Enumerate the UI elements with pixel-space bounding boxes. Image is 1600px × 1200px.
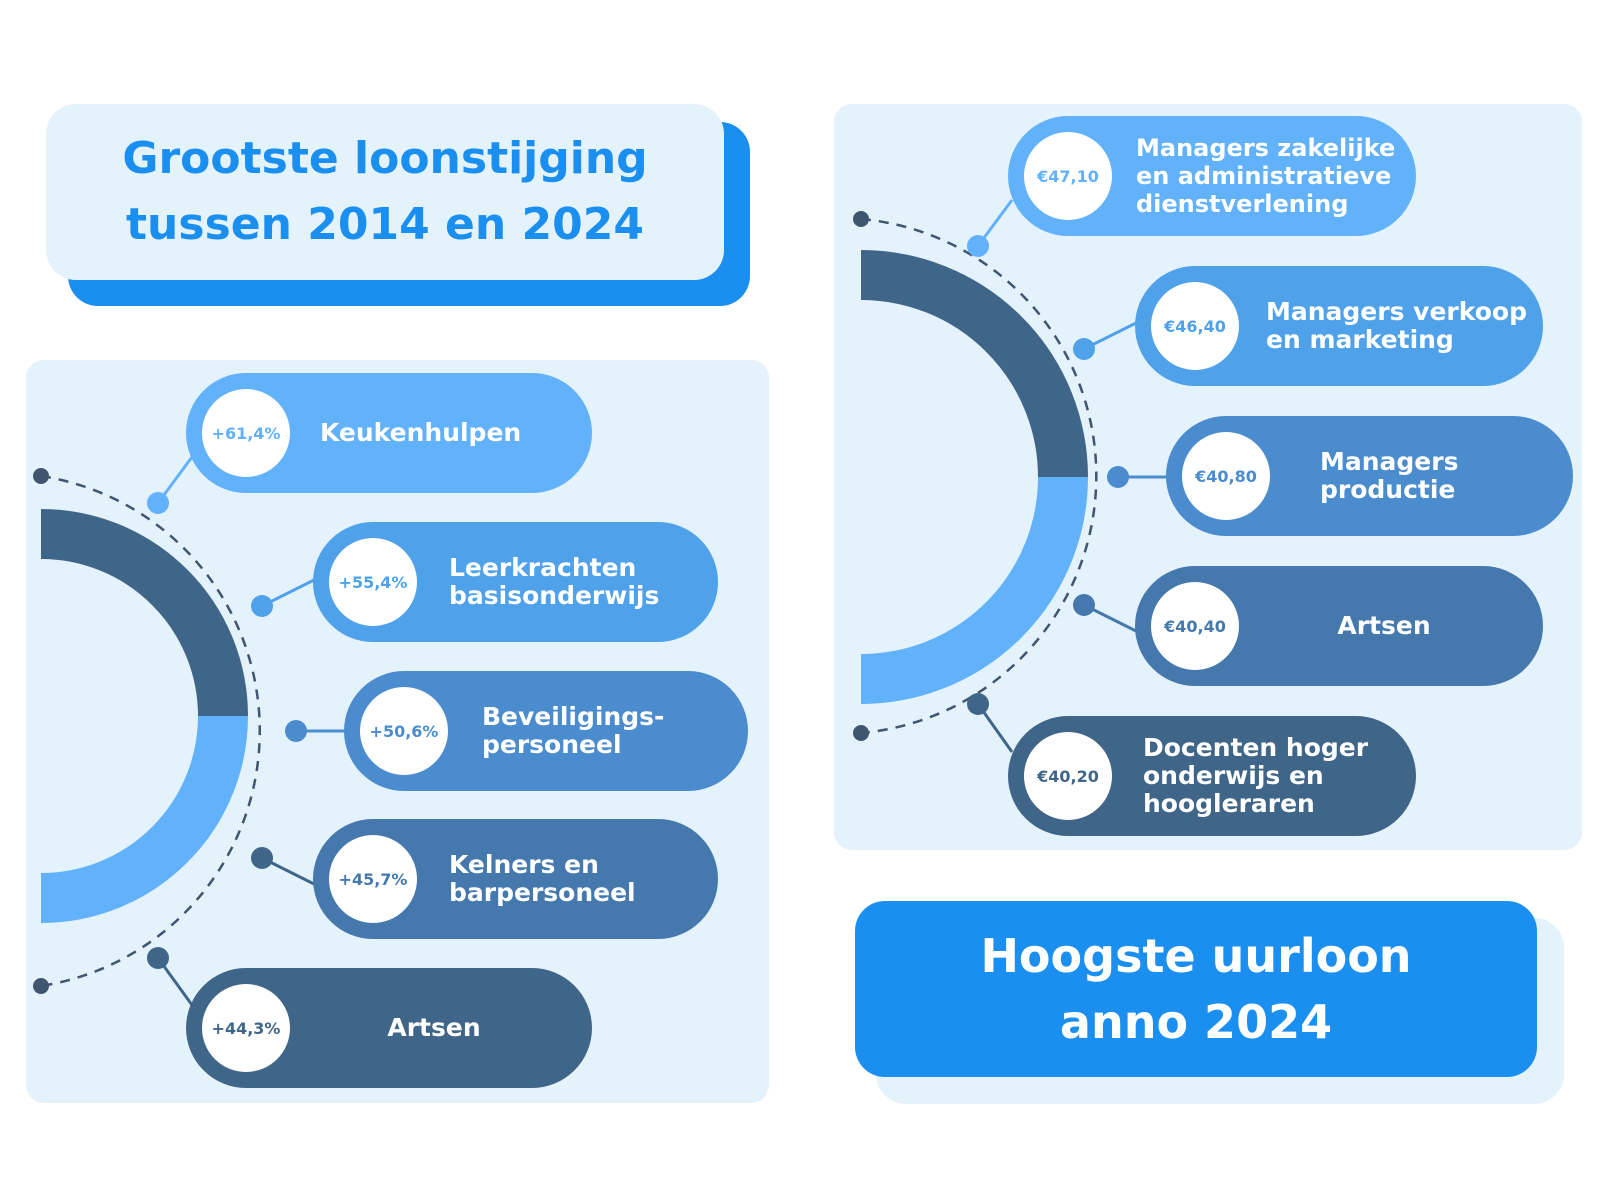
right-item-5-label [1143, 716, 1406, 836]
right-item-2 [1135, 266, 1543, 386]
left-item-4-line-2: barpersoneel [449, 878, 636, 907]
right-item-5-line-3: hoogleraren [1143, 789, 1315, 818]
left-item-3 [344, 671, 748, 791]
left-item-4-line-1: Kelners en [449, 850, 599, 879]
right-item-1-line-2: en administratieve [1136, 162, 1392, 190]
left-arc-end-dot [33, 978, 49, 994]
left-donut-light [41, 716, 223, 898]
left-item-1-label [320, 373, 572, 493]
right-donut-dark [861, 275, 1063, 477]
left-item-5-label [296, 968, 572, 1088]
right-connector-dot-3 [1107, 466, 1129, 488]
left-item-5-line-1: Artsen [387, 1013, 481, 1042]
left-item-2 [313, 522, 718, 642]
right-connector-dot-1 [967, 235, 989, 257]
right-item-4-line-1: Artsen [1337, 611, 1431, 640]
right-item-4-value: €40,40 [1151, 582, 1239, 670]
left-item-1-line-1: Keukenhulpen [320, 418, 522, 447]
right-item-3-line-1: Managers [1320, 447, 1459, 476]
left-item-5 [186, 968, 592, 1088]
left-item-2-line-2: basisonderwijs [449, 581, 660, 610]
left-item-1-value: +61,4% [202, 389, 290, 477]
right-item-5-line-2: onderwijs en [1143, 761, 1324, 790]
right-item-5-line-1: Docenten hoger [1143, 733, 1369, 762]
right-item-3-value: €40,80 [1182, 432, 1270, 520]
left-item-2-value: +55,4% [329, 538, 417, 626]
right-item-5-value: €40,20 [1024, 732, 1112, 820]
left-item-4-label [449, 819, 698, 939]
left-title-line-2: tussen 2014 en 2024 [126, 199, 644, 250]
right-arc-end-dot [853, 211, 869, 227]
right-connector-dot-4 [1073, 594, 1095, 616]
left-item-2-label [449, 522, 698, 642]
right-item-4-label [1245, 566, 1523, 686]
right-item-2-line-2: en marketing [1266, 325, 1454, 354]
right-item-2-label [1266, 266, 1533, 386]
left-connector-dot-5 [147, 947, 169, 969]
right-item-2-value: €46,40 [1151, 282, 1239, 370]
right-item-5 [1008, 716, 1416, 836]
right-item-1-line-1: Managers zakelijke [1136, 134, 1396, 162]
left-item-4-value: +45,7% [329, 835, 417, 923]
left-connector-dot-1 [147, 492, 169, 514]
left-item-3-label [482, 671, 728, 791]
left-connector-dot-2 [251, 595, 273, 617]
right-item-1-line-3: dienstverlening [1136, 190, 1349, 218]
right-donut-light [861, 477, 1063, 679]
right-title-line-1: Hoogste uurloon [980, 929, 1412, 983]
left-title-line-1: Grootste loonstijging [122, 133, 648, 184]
left-item-3-line-2: personeel [482, 730, 622, 759]
right-connector-dot-2 [1073, 338, 1095, 360]
left-item-3-line-1: Beveiligings- [482, 702, 665, 731]
right-item-1-label [1136, 116, 1406, 236]
left-item-5-value: +44,3% [202, 984, 290, 1072]
right-item-3-label [1320, 416, 1553, 536]
left-connector-dot-3 [285, 720, 307, 742]
left-arc-end-dot [33, 468, 49, 484]
left-item-2-line-1: Leerkrachten [449, 553, 637, 582]
left-connector-dot-4 [251, 847, 273, 869]
left-item-3-value: +50,6% [360, 687, 448, 775]
right-item-1 [1008, 116, 1416, 236]
right-arc-end-dot [853, 725, 869, 741]
right-item-3 [1166, 416, 1573, 536]
right-item-2-line-1: Managers verkoop [1266, 297, 1527, 326]
left-item-4 [313, 819, 718, 939]
left-item-1 [186, 373, 592, 493]
right-item-1-value: €47,10 [1024, 132, 1112, 220]
right-item-3-line-2: productie [1320, 475, 1456, 504]
right-title-line-2: anno 2024 [1059, 995, 1333, 1049]
right-connector-dot-5 [967, 693, 989, 715]
right-item-4 [1135, 566, 1543, 686]
